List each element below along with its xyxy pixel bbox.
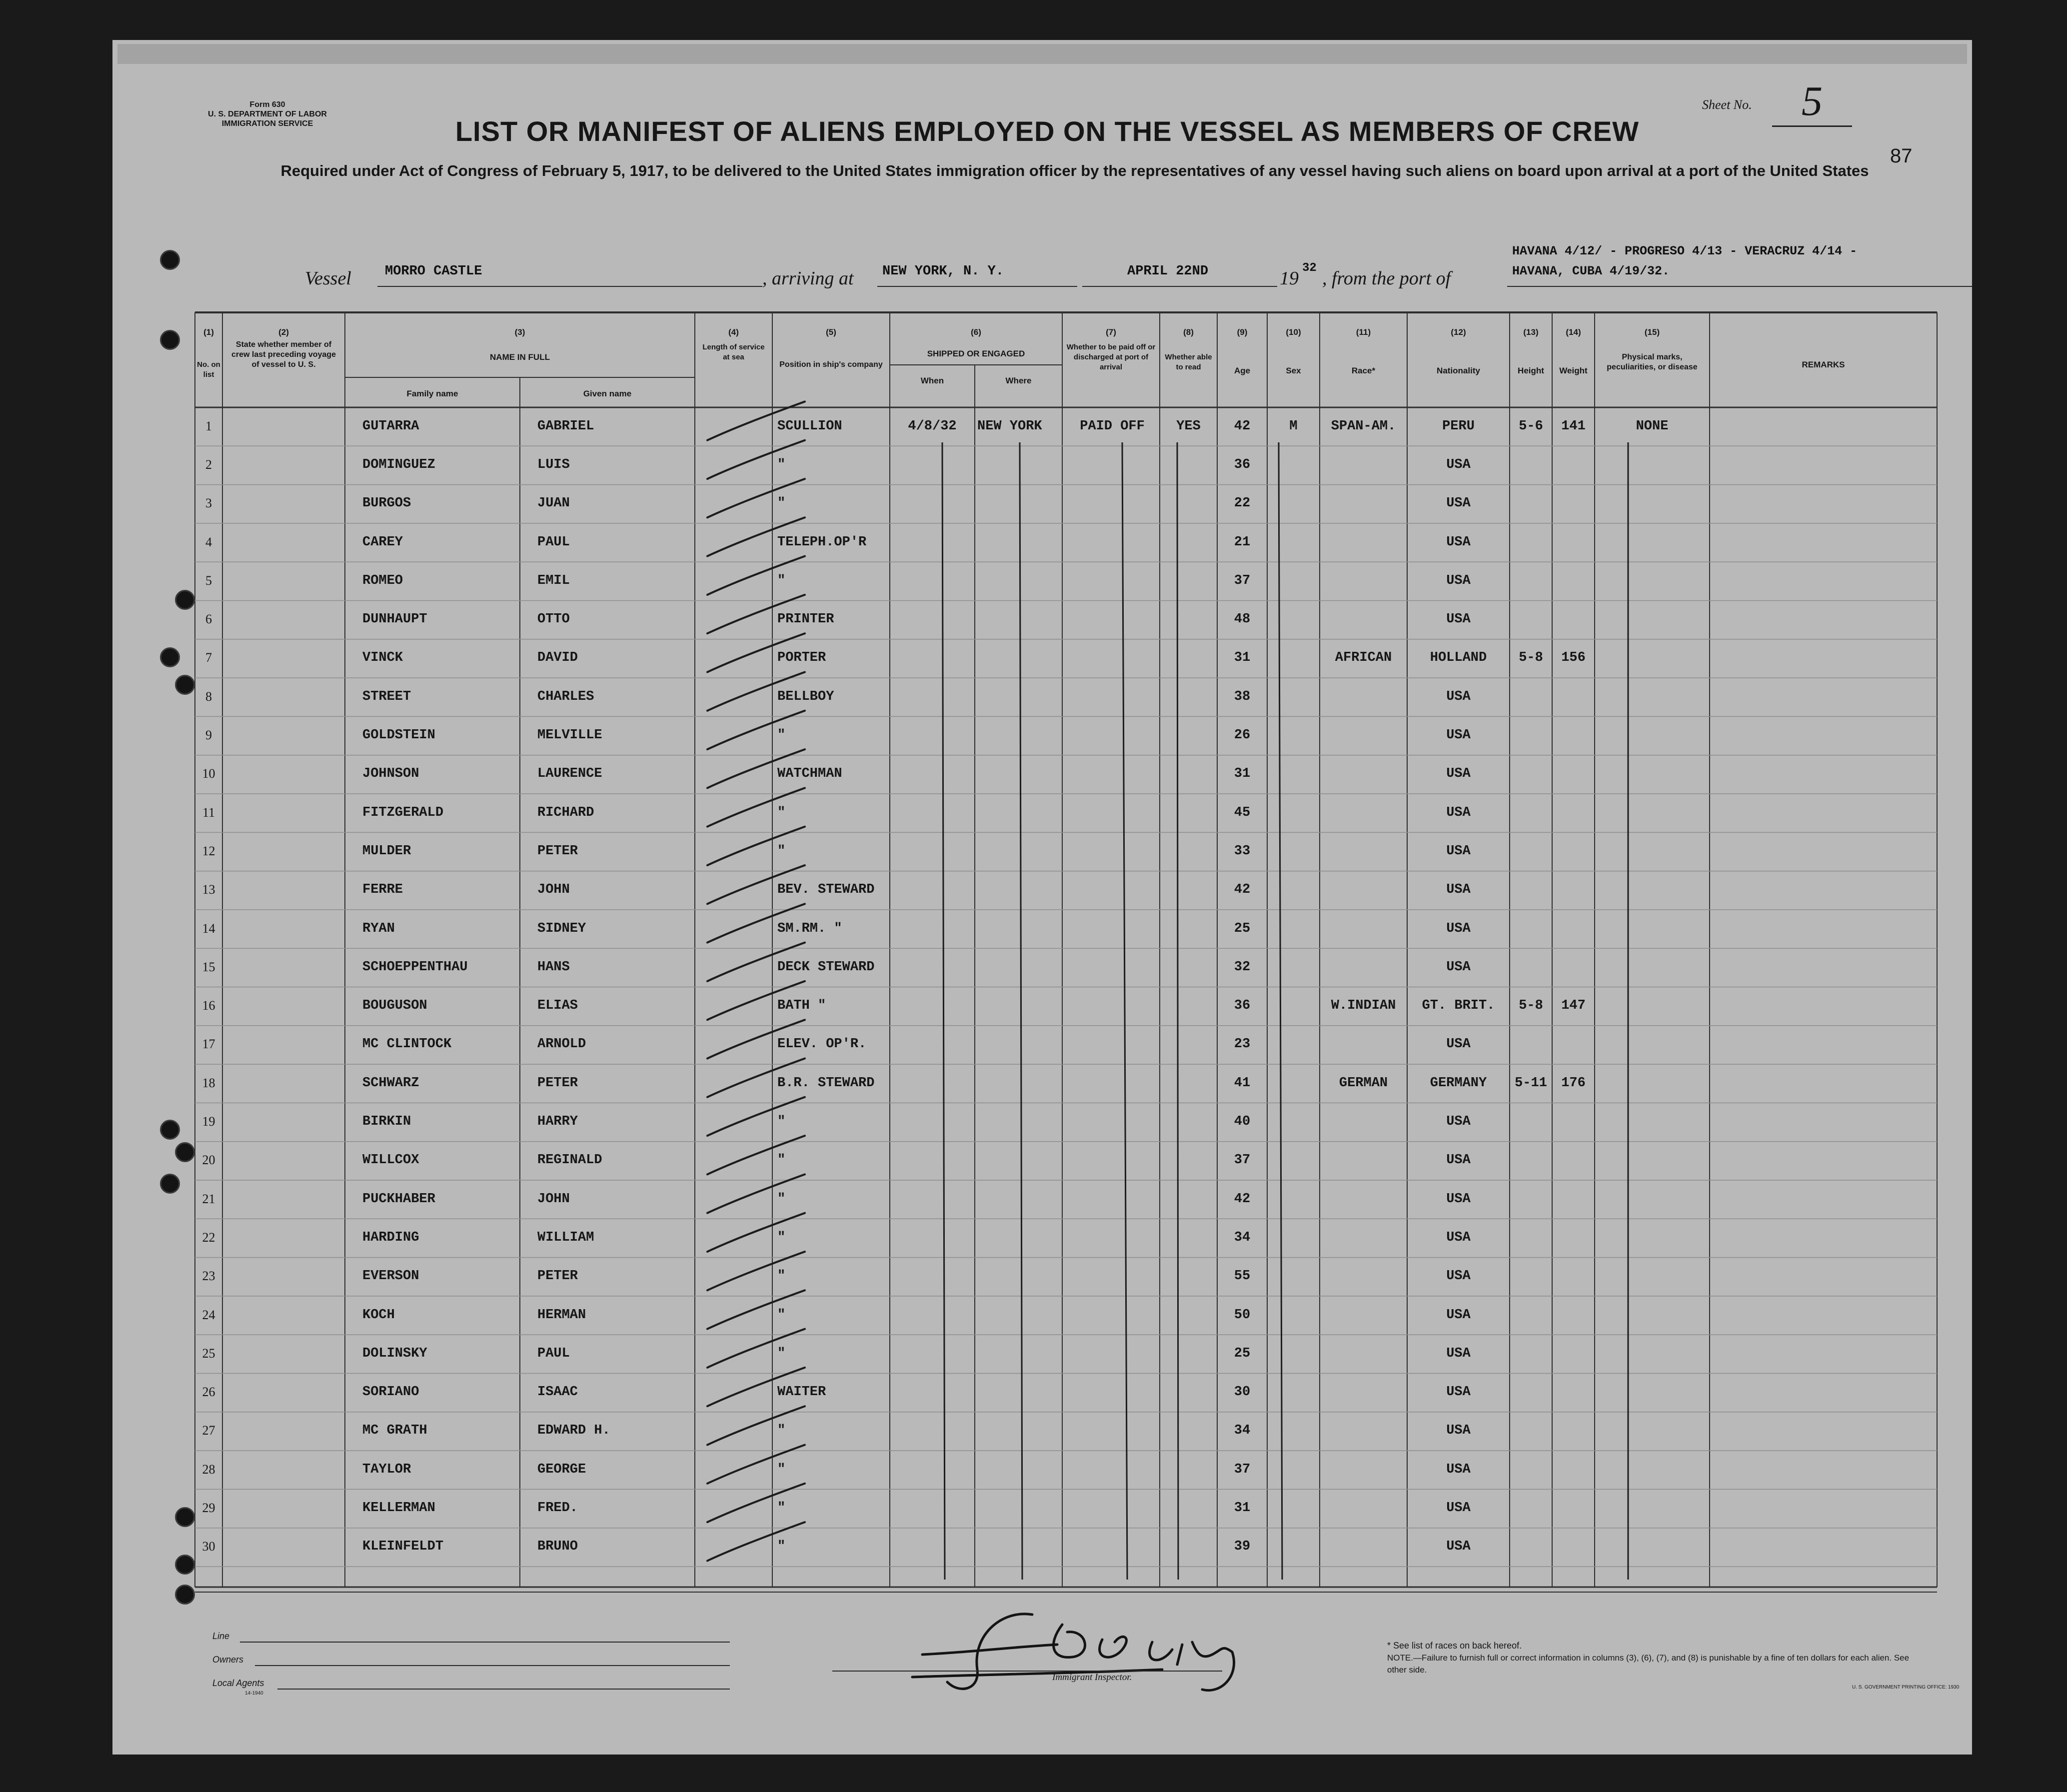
department-name: U. S. DEPARTMENT OF LABOR xyxy=(208,110,327,118)
age: 32 xyxy=(1234,959,1251,975)
page-subtitle: Required under Act of Congress of February 5, 1917, to be delivered to the United States immigration officer by the representatives of any vessel having such aliens on board upon arrival at a port of the United States xyxy=(280,162,1869,179)
col4-header: Length of service at sea xyxy=(702,343,765,361)
nationality: USA xyxy=(1446,534,1471,550)
age: 55 xyxy=(1234,1269,1251,1284)
nationality: USA xyxy=(1446,1153,1471,1168)
family-name: ROMEO xyxy=(362,573,403,588)
nationality: USA xyxy=(1446,1037,1471,1052)
family-name: JOHNSON xyxy=(362,766,419,782)
position: " xyxy=(777,1114,786,1130)
given-name: WILLIAM xyxy=(537,1230,594,1245)
nationality: USA xyxy=(1446,612,1471,627)
age: 48 xyxy=(1234,612,1251,627)
family-name: DOLINSKY xyxy=(362,1346,427,1361)
age: 39 xyxy=(1234,1539,1251,1555)
nationality: USA xyxy=(1446,496,1471,511)
given-name: PAUL xyxy=(537,1346,570,1361)
height: 5-11 xyxy=(1515,1075,1547,1091)
nationality: USA xyxy=(1446,728,1471,743)
family-name: GUTARRA xyxy=(362,418,419,434)
given-name: PETER xyxy=(537,1269,578,1284)
position: " xyxy=(777,805,786,820)
age: 31 xyxy=(1234,650,1251,666)
given-name: HANS xyxy=(537,959,570,975)
nationality: GT. BRIT. xyxy=(1422,998,1495,1014)
row-number: 26 xyxy=(202,1385,215,1400)
given-name: CHARLES xyxy=(537,689,594,704)
col1-number: (1) xyxy=(203,327,214,337)
family-name: MC CLINTOCK xyxy=(362,1037,452,1052)
family-name: KLEINFELDT xyxy=(362,1539,444,1555)
year-prefix: 19 xyxy=(1280,268,1299,289)
given-name: GEORGE xyxy=(537,1462,586,1477)
row-number: 6 xyxy=(205,612,212,627)
family-name: TAYLOR xyxy=(362,1462,411,1477)
given-name: SIDNEY xyxy=(537,921,586,936)
given-name: JOHN xyxy=(537,882,570,898)
arriving-label: , arriving at xyxy=(762,268,854,289)
departure-ports-line1: HAVANA 4/12/ - PROGRESO 4/13 - VERACRUZ 4/14 - xyxy=(1512,244,1858,258)
given-name: LAURENCE xyxy=(537,766,602,782)
row-number: 4 xyxy=(205,534,212,549)
row-number: 5 xyxy=(205,573,212,588)
arrival-date: APRIL 22ND xyxy=(1127,264,1209,279)
col6-header: SHIPPED OR ENGAGED xyxy=(927,349,1025,358)
given-name: HERMAN xyxy=(537,1307,586,1323)
given-name: ELIAS xyxy=(537,998,578,1014)
row-number: 29 xyxy=(202,1501,215,1516)
position: TELEPH.OP'R xyxy=(777,534,867,550)
age: 23 xyxy=(1234,1037,1251,1052)
row-number: 30 xyxy=(202,1539,215,1554)
col8-header: Whether able to read xyxy=(1165,353,1212,371)
page-title: LIST OR MANIFEST OF ALIENS EMPLOYED ON THE VESSEL AS MEMBERS OF CREW xyxy=(455,115,1640,147)
age: 36 xyxy=(1234,998,1251,1014)
col2-header: State whether member of crew last preceding voyage of vessel to U. S. xyxy=(231,340,336,369)
family-name: SCHWARZ xyxy=(362,1075,419,1091)
family-name: FITZGERALD xyxy=(362,805,444,820)
row-number: 1 xyxy=(205,418,212,433)
position: " xyxy=(777,1191,786,1207)
paid-off: PAID OFF xyxy=(1080,418,1145,434)
row-number: 22 xyxy=(202,1230,215,1245)
position: " xyxy=(777,1423,786,1439)
given-name: ARNOLD xyxy=(537,1037,586,1052)
family-name: KOCH xyxy=(362,1307,395,1323)
family-name: WILLCOX xyxy=(362,1153,419,1168)
given-name: BRUNO xyxy=(537,1539,578,1555)
col5-header: Position in ship's company xyxy=(779,360,883,369)
col9-header: Age xyxy=(1234,366,1251,375)
side-page-number: 87 xyxy=(1890,145,1913,167)
age: 31 xyxy=(1234,766,1251,782)
col6a-header: When xyxy=(920,376,944,385)
position: " xyxy=(777,1230,786,1245)
owners-label: Owners xyxy=(212,1655,244,1665)
position: DECK STEWARD xyxy=(777,959,875,975)
col3b-header: Given name xyxy=(583,389,632,398)
inspector-label: Immigrant Inspector. xyxy=(1052,1672,1132,1683)
col6-number: (6) xyxy=(971,327,981,337)
height: 5-8 xyxy=(1519,650,1543,666)
year-suffix: 32 xyxy=(1302,261,1317,275)
nationality: USA xyxy=(1446,1191,1471,1207)
row-number: 17 xyxy=(202,1037,215,1052)
row-number: 19 xyxy=(202,1114,215,1129)
weight: 147 xyxy=(1561,998,1586,1014)
col7-header: Whether to be paid off or discharged at port of arrival xyxy=(1066,343,1156,371)
given-name: OTTO xyxy=(537,612,570,627)
sex: M xyxy=(1289,418,1298,434)
agents-code: 14-1940 xyxy=(245,1691,263,1696)
age: 33 xyxy=(1234,843,1251,859)
nationality: USA xyxy=(1446,805,1471,820)
row-number: 20 xyxy=(202,1153,215,1168)
position: PORTER xyxy=(777,650,826,666)
position: BELLBOY xyxy=(777,689,834,704)
family-name: BOUGUSON xyxy=(362,998,427,1014)
age: 38 xyxy=(1234,689,1251,704)
row-number: 9 xyxy=(205,728,212,743)
nationality: USA xyxy=(1446,921,1471,936)
nationality: PERU xyxy=(1442,418,1475,434)
nationality: USA xyxy=(1446,959,1471,975)
col9-number: (9) xyxy=(1237,327,1248,337)
departure-ports-line2: HAVANA, CUBA 4/19/32. xyxy=(1512,264,1670,278)
row-number: 23 xyxy=(202,1269,215,1284)
family-name: MC GRATH xyxy=(362,1423,427,1439)
physical-marks: NONE xyxy=(1636,418,1669,434)
weight: 176 xyxy=(1561,1075,1586,1091)
nationality: USA xyxy=(1446,1385,1471,1400)
col13-number: (13) xyxy=(1523,327,1539,337)
age: 37 xyxy=(1234,1153,1251,1168)
given-name: PAUL xyxy=(537,534,570,550)
position: WAITER xyxy=(777,1385,826,1400)
family-name: CAREY xyxy=(362,534,403,550)
col5-number: (5) xyxy=(826,327,836,337)
row-number: 16 xyxy=(202,998,215,1013)
age: 37 xyxy=(1234,1462,1251,1477)
given-name: PETER xyxy=(537,843,578,859)
line-label: Line xyxy=(212,1631,230,1641)
family-name: VINCK xyxy=(362,650,403,666)
race: AFRICAN xyxy=(1335,650,1392,666)
remarks-header: REMARKS xyxy=(1802,360,1845,369)
position: " xyxy=(777,1462,786,1477)
age: 41 xyxy=(1234,1075,1251,1091)
age: 34 xyxy=(1234,1423,1251,1439)
age: 42 xyxy=(1234,418,1251,434)
given-name: HARRY xyxy=(537,1114,578,1130)
position: B.R. STEWARD xyxy=(777,1075,875,1091)
service-name: IMMIGRATION SERVICE xyxy=(221,119,313,128)
col15-header: Physical marks, peculiarities, or disease xyxy=(1607,353,1698,371)
race: SPAN-AM. xyxy=(1331,418,1396,434)
owners-underline xyxy=(255,1665,730,1666)
family-name: SCHOEPPENTHAU xyxy=(362,959,468,975)
row-number: 10 xyxy=(202,766,215,781)
row-number: 2 xyxy=(205,457,212,472)
family-name: PUCKHABER xyxy=(362,1191,435,1207)
height: 5-6 xyxy=(1519,418,1543,434)
family-name: FERRE xyxy=(362,882,403,898)
family-name: DOMINGUEZ xyxy=(362,457,435,472)
race-note: * See list of races on back hereof. xyxy=(1387,1641,1522,1651)
nationality: USA xyxy=(1446,1423,1471,1439)
col3-number: (3) xyxy=(514,327,525,337)
col12-number: (12) xyxy=(1451,327,1466,337)
given-name: EMIL xyxy=(537,573,570,588)
age: 26 xyxy=(1234,728,1251,743)
nationality: USA xyxy=(1446,766,1471,782)
given-name: GABRIEL xyxy=(537,418,594,434)
col14-header: Weight xyxy=(1559,366,1588,375)
position: " xyxy=(777,1501,786,1516)
row-number: 27 xyxy=(202,1423,215,1438)
nationality: USA xyxy=(1446,1114,1471,1130)
position: " xyxy=(777,1346,786,1361)
row-number: 3 xyxy=(205,496,212,511)
age: 45 xyxy=(1234,805,1251,820)
nationality: USA xyxy=(1446,843,1471,859)
given-name: JOHN xyxy=(537,1191,570,1207)
family-name: MULDER xyxy=(362,843,411,859)
row-number: 14 xyxy=(202,921,215,936)
family-name: SORIANO xyxy=(362,1385,419,1400)
nationality: USA xyxy=(1446,573,1471,588)
position: ELEV. OP'R. xyxy=(777,1037,867,1052)
age: 34 xyxy=(1234,1230,1251,1245)
age: 31 xyxy=(1234,1501,1251,1516)
given-name: EDWARD H. xyxy=(537,1423,610,1439)
row-number: 13 xyxy=(202,882,215,897)
vessel-name: MORRO CASTLE xyxy=(385,264,482,279)
row-number: 12 xyxy=(202,843,215,858)
given-name: PETER xyxy=(537,1075,578,1091)
position: BEV. STEWARD xyxy=(777,882,875,898)
family-name: DUNHAUPT xyxy=(362,612,427,627)
col6b-header: Where xyxy=(1005,376,1032,385)
given-name: DAVID xyxy=(537,650,578,666)
nationality: USA xyxy=(1446,1501,1471,1516)
row-number: 18 xyxy=(202,1075,215,1090)
family-name: KELLERMAN xyxy=(362,1501,435,1516)
position: SCULLION xyxy=(777,418,842,434)
col3a-header: Family name xyxy=(406,389,458,398)
family-name: RYAN xyxy=(362,921,395,936)
age: 36 xyxy=(1234,457,1251,472)
position: " xyxy=(777,1307,786,1323)
given-name: RICHARD xyxy=(537,805,594,820)
position: " xyxy=(777,1153,786,1168)
row-number: 28 xyxy=(202,1462,215,1477)
position: " xyxy=(777,1269,786,1284)
col10-number: (10) xyxy=(1286,327,1301,337)
col13-header: Height xyxy=(1518,366,1544,375)
race: GERMAN xyxy=(1339,1075,1388,1091)
row-number: 8 xyxy=(205,689,212,704)
shipped-when: 4/8/32 xyxy=(908,418,957,434)
age: 40 xyxy=(1234,1114,1251,1130)
col3-header: NAME IN FULL xyxy=(490,352,550,362)
nationality: USA xyxy=(1446,882,1471,898)
given-name: JUAN xyxy=(537,496,570,511)
nationality: USA xyxy=(1446,1269,1471,1284)
age: 42 xyxy=(1234,1191,1251,1207)
position: WATCHMAN xyxy=(777,766,842,782)
row-number: 25 xyxy=(202,1346,215,1361)
shipped-where: NEW YORK xyxy=(977,418,1042,434)
row-number: 11 xyxy=(202,805,215,820)
age: 25 xyxy=(1234,1346,1251,1361)
able-to-read: YES xyxy=(1176,418,1201,434)
col11-number: (11) xyxy=(1356,327,1371,337)
nationality: USA xyxy=(1446,689,1471,704)
age: 50 xyxy=(1234,1307,1251,1323)
position: SM.RM. " xyxy=(777,921,842,936)
age: 22 xyxy=(1234,496,1251,511)
age: 37 xyxy=(1234,573,1251,588)
family-name: GOLDSTEIN xyxy=(362,728,435,743)
age: 30 xyxy=(1234,1385,1251,1400)
row-number: 7 xyxy=(205,650,212,665)
given-name: FRED. xyxy=(537,1501,578,1516)
nationality: USA xyxy=(1446,1346,1471,1361)
family-name: BIRKIN xyxy=(362,1114,411,1130)
col2-number: (2) xyxy=(278,327,289,337)
col8-number: (8) xyxy=(1183,327,1194,337)
line-underline xyxy=(240,1642,730,1643)
given-name: ISAAC xyxy=(537,1385,578,1400)
position: PRINTER xyxy=(777,612,834,627)
nationality: HOLLAND xyxy=(1430,650,1487,666)
local-agents-label: Local Agents xyxy=(212,1678,264,1688)
nationality: USA xyxy=(1446,1307,1471,1323)
inspector-signature xyxy=(852,1595,1287,1710)
sheet-label: Sheet No. xyxy=(1702,97,1752,112)
position: " xyxy=(777,1539,786,1555)
from-port-label: , from the port of xyxy=(1322,268,1451,289)
col10-header: Sex xyxy=(1286,366,1301,375)
form-number: Form 630 xyxy=(249,100,285,109)
col1-header: No. on list xyxy=(197,360,220,379)
manifest-sheet xyxy=(112,40,1972,1755)
row-number: 21 xyxy=(202,1191,215,1206)
family-name: BURGOS xyxy=(362,496,411,511)
weight: 141 xyxy=(1561,418,1586,434)
printer-line: U. S. GOVERNMENT PRINTING OFFICE: 1930 xyxy=(1852,1685,1960,1690)
col14-number: (14) xyxy=(1566,327,1581,337)
nationality: GERMANY xyxy=(1430,1075,1487,1091)
inspector-underline xyxy=(832,1671,1222,1672)
crew-table-body xyxy=(112,40,1972,1755)
family-name: STREET xyxy=(362,689,411,704)
nationality: USA xyxy=(1446,1462,1471,1477)
nationality: USA xyxy=(1446,1230,1471,1245)
position: " xyxy=(777,843,786,859)
col12-header: Nationality xyxy=(1437,366,1480,375)
family-name: HARDING xyxy=(362,1230,419,1245)
age: 21 xyxy=(1234,534,1251,550)
family-name: EVERSON xyxy=(362,1269,419,1284)
position: BATH " xyxy=(777,998,826,1014)
penalty-note: NOTE.—Failure to furnish full or correct information in columns (3), (6), (7), and (8) is punishable by a fine of ten dollars for each alien. See other side. xyxy=(1387,1653,1910,1675)
age: 25 xyxy=(1234,921,1251,936)
position: " xyxy=(777,496,786,511)
nationality: USA xyxy=(1446,1539,1471,1555)
race: W.INDIAN xyxy=(1331,998,1396,1014)
arrival-port: NEW YORK, N. Y. xyxy=(882,264,1004,279)
age: 42 xyxy=(1234,882,1251,898)
row-number: 24 xyxy=(202,1307,215,1322)
height: 5-8 xyxy=(1519,998,1543,1014)
position: " xyxy=(777,728,786,743)
position: " xyxy=(777,573,786,588)
sheet-number: 5 xyxy=(1772,77,1852,127)
row-number: 15 xyxy=(202,959,215,974)
col11-header: Race* xyxy=(1351,366,1376,375)
weight: 156 xyxy=(1561,650,1586,666)
position: " xyxy=(777,457,786,472)
given-name: LUIS xyxy=(537,457,570,472)
col7-number: (7) xyxy=(1106,327,1116,337)
vessel-label: Vessel xyxy=(305,268,351,289)
given-name: MELVILLE xyxy=(537,728,602,743)
col4-number: (4) xyxy=(728,327,739,337)
col15-number: (15) xyxy=(1644,327,1660,337)
agents-underline xyxy=(277,1689,730,1690)
nationality: USA xyxy=(1446,457,1471,472)
given-name: REGINALD xyxy=(537,1153,602,1168)
